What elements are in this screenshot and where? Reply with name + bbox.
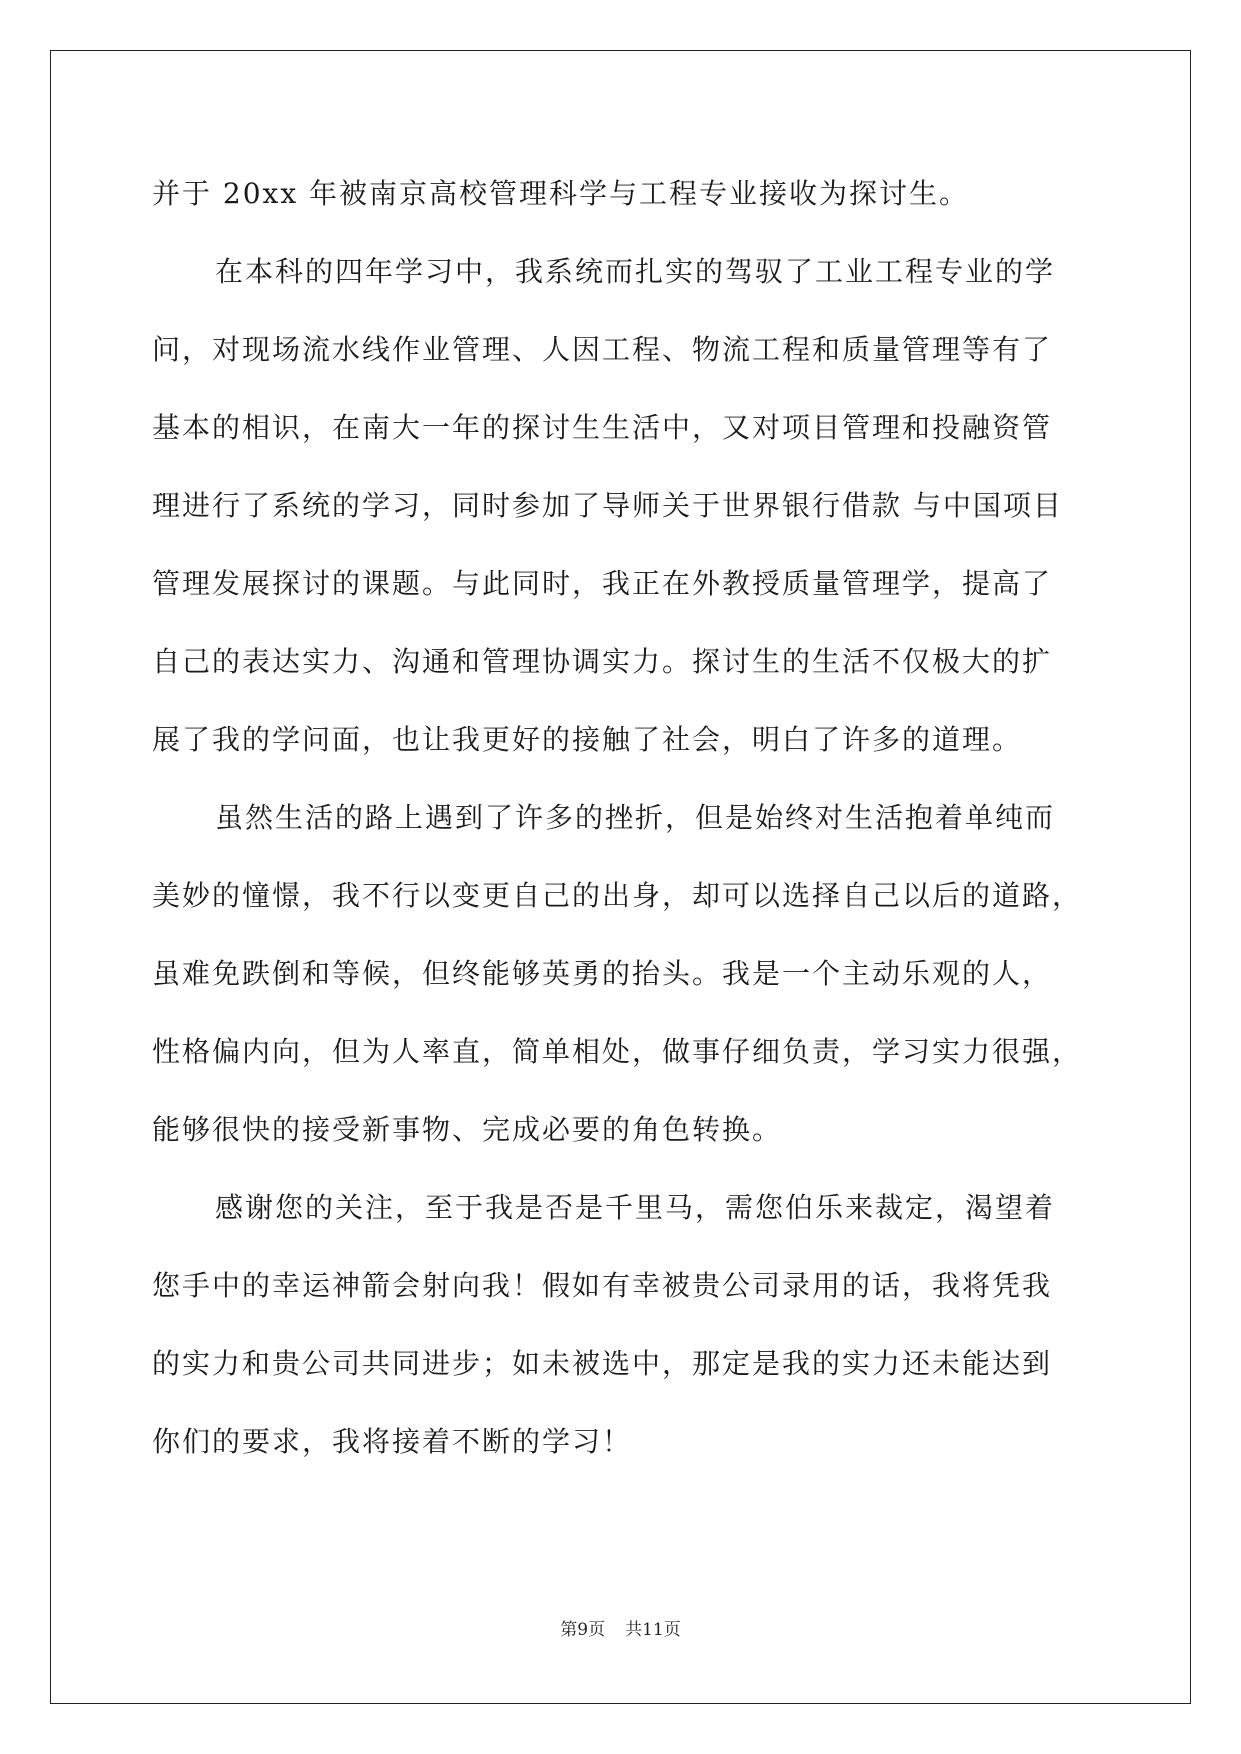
text-line: 美妙的憧憬，我不行以变更自己的出身，却可以选择自己以后的道路，	[152, 879, 1083, 912]
text-line: 并于 20xx 年被南京高校管理科学与工程专业接收为探讨生。	[152, 177, 970, 210]
text-line: 性格偏内向，但为人率直，简单相处，做事仔细负责，学习实力很强，	[152, 1035, 1083, 1068]
text-line: 问，对现场流水线作业管理、人因工程、物流工程和质量管理等有了	[152, 333, 1053, 366]
document-body	[152, 155, 1112, 1481]
text-line: 基本的相识，在南大一年的探讨生生活中，又对项目管理和投融资管	[152, 411, 1053, 444]
text-line: 虽难免跌倒和等候，但终能够英勇的抬头。我是一个主动乐观的人，	[152, 957, 1053, 990]
paragraph-start-line: 虽然生活的路上遇到了许多的挫折，但是始终对生活抱着单纯而	[215, 801, 1056, 834]
total-pages: 11	[642, 1620, 664, 1640]
text-line: 您手中的幸运神箭会射向我！假如有幸被贵公司录用的话，我将凭我	[152, 1269, 1053, 1302]
page-number: 9	[577, 1620, 589, 1640]
text-line: 的实力和贵公司共同进步；如未被选中，那定是我的实力还未能达到	[152, 1347, 1053, 1380]
text-line: 自己的表达实力、沟通和管理协调实力。探讨生的生活不仅极大的扩	[152, 645, 1053, 678]
text-line: 你们的要求，我将接着不断的学习！	[152, 1425, 633, 1458]
page-suffix: 页	[588, 1620, 606, 1640]
text-line: 理进行了系统的学习，同时参加了导师关于世界银行借款 与中国项目	[152, 489, 1063, 522]
page-prefix: 第	[560, 1620, 578, 1640]
total-prefix: 共	[625, 1620, 643, 1640]
paragraph-start-line: 在本科的四年学习中，我系统而扎实的驾驭了工业工程专业的学	[215, 255, 1056, 288]
paragraph-start-line: 感谢您的关注，至于我是否是千里马，需您伯乐来裁定，渴望着	[215, 1191, 1056, 1224]
text-line: 展了我的学问面，也让我更好的接触了社会，明白了许多的道理。	[152, 723, 1023, 756]
page-footer	[0, 1618, 1241, 1642]
total-suffix: 页	[663, 1620, 681, 1640]
text-line: 管理发展探讨的课题。与此同时，我正在外教授质量管理学，提高了	[152, 567, 1053, 600]
text-line: 能够很快的接受新事物、完成必要的角色转换。	[152, 1113, 783, 1146]
